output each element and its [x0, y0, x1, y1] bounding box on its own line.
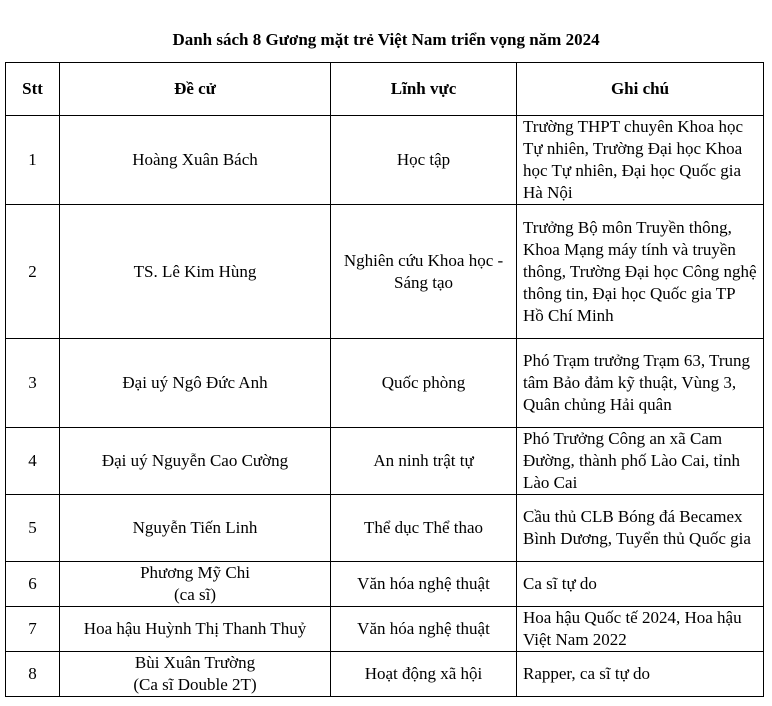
table-row — [6, 495, 764, 562]
header-nominee: Đề cử — [60, 63, 331, 116]
cell-nominee — [60, 116, 331, 205]
document-title: Danh sách 8 Gương mặt trẻ Việt Nam triển vọng năm 2024 — [172, 30, 600, 49]
nominee-name: Phương Mỹ Chi — [140, 563, 250, 582]
table-row — [6, 116, 764, 205]
cell-note: Cầu thủ CLB Bóng đá Becamex Bình Dương, Tuyển thủ Quốc gia — [517, 495, 764, 562]
table-row — [6, 339, 764, 428]
header-stt: Stt — [6, 63, 60, 116]
cell-note: Phó Trưởng Công an xã Cam Đường, thành phố Lào Cai, tỉnh Lào Cai — [517, 428, 764, 495]
cell-note: Phó Trạm trưởng Trạm 63, Trung tâm Bảo đảm kỹ thuật, Vùng 3, Quân chủng Hải quân — [517, 339, 764, 428]
cell-stt: 4 — [6, 428, 60, 495]
cell-nominee — [60, 652, 331, 697]
cell-note: Hoa hậu Quốc tế 2024, Hoa hậu Việt Nam 2022 — [517, 607, 764, 652]
cell-note: Ca sĩ tự do — [517, 562, 764, 607]
cell-field: Văn hóa nghệ thuật — [331, 607, 517, 652]
cell-note: Rapper, ca sĩ tự do — [517, 652, 764, 697]
nominee-subtitle: (ca sĩ) — [173, 585, 216, 604]
nominee-name: TS. Lê Kim Hùng — [133, 261, 257, 281]
cell-nominee — [60, 562, 331, 607]
cell-nominee — [60, 428, 331, 495]
table-header-row — [6, 63, 764, 116]
nominee-name: Bùi Xuân Trường — [134, 653, 256, 672]
nominee-name: Nguyễn Tiến Linh — [132, 518, 258, 537]
cell-field: An ninh trật tự — [331, 428, 517, 495]
table-row — [6, 205, 764, 339]
header-field: Lĩnh vực — [331, 63, 517, 116]
header-note: Ghi chú — [517, 63, 764, 116]
cell-nominee — [60, 607, 331, 652]
nominee-name: Hoàng Xuân Bách — [132, 150, 258, 169]
cell-field: Văn hóa nghệ thuật — [331, 562, 517, 607]
table-row — [6, 562, 764, 607]
cell-nominee — [60, 339, 331, 428]
cell-stt: 6 — [6, 562, 60, 607]
cell-note: Trưởng Bộ môn Truyền thông, Khoa Mạng máy tính và truyền thông, Trường Đại học Công nghệ thông tin, Đại học Quốc gia TP Hồ Chí Minh — [517, 205, 764, 339]
table-row — [6, 428, 764, 495]
cell-field: Hoạt động xã hội — [331, 652, 517, 697]
table-row — [6, 652, 764, 697]
cell-nominee — [60, 495, 331, 562]
nominee-subtitle: (Ca sĩ Double 2T) — [133, 675, 257, 694]
cell-field: Thể dục Thể thao — [331, 495, 517, 562]
cell-nominee — [60, 205, 331, 339]
cell-field: Nghiên cứu Khoa học -Sáng tạo — [331, 205, 517, 339]
cell-stt: 3 — [6, 339, 60, 428]
cell-stt: 7 — [6, 607, 60, 652]
cell-field: Học tập — [331, 116, 517, 205]
cell-stt: 1 — [6, 116, 60, 205]
nominee-table — [5, 62, 764, 697]
cell-stt: 5 — [6, 495, 60, 562]
nominee-name: Đại uý Ngô Đức Anh — [122, 373, 268, 392]
cell-field: Quốc phòng — [331, 339, 517, 428]
cell-stt: 2 — [6, 205, 60, 339]
cell-note: Trường THPT chuyên Khoa học Tự nhiên, Trường Đại học Khoa học Tự nhiên, Đại học Quốc gia Hà Nội — [517, 116, 764, 205]
nominee-name: Đại uý Nguyễn Cao Cường — [101, 451, 289, 470]
cell-stt: 8 — [6, 652, 60, 697]
table-row — [6, 607, 764, 652]
nominee-name: Hoa hậu Huỳnh Thị Thanh Thuỷ — [83, 619, 307, 638]
